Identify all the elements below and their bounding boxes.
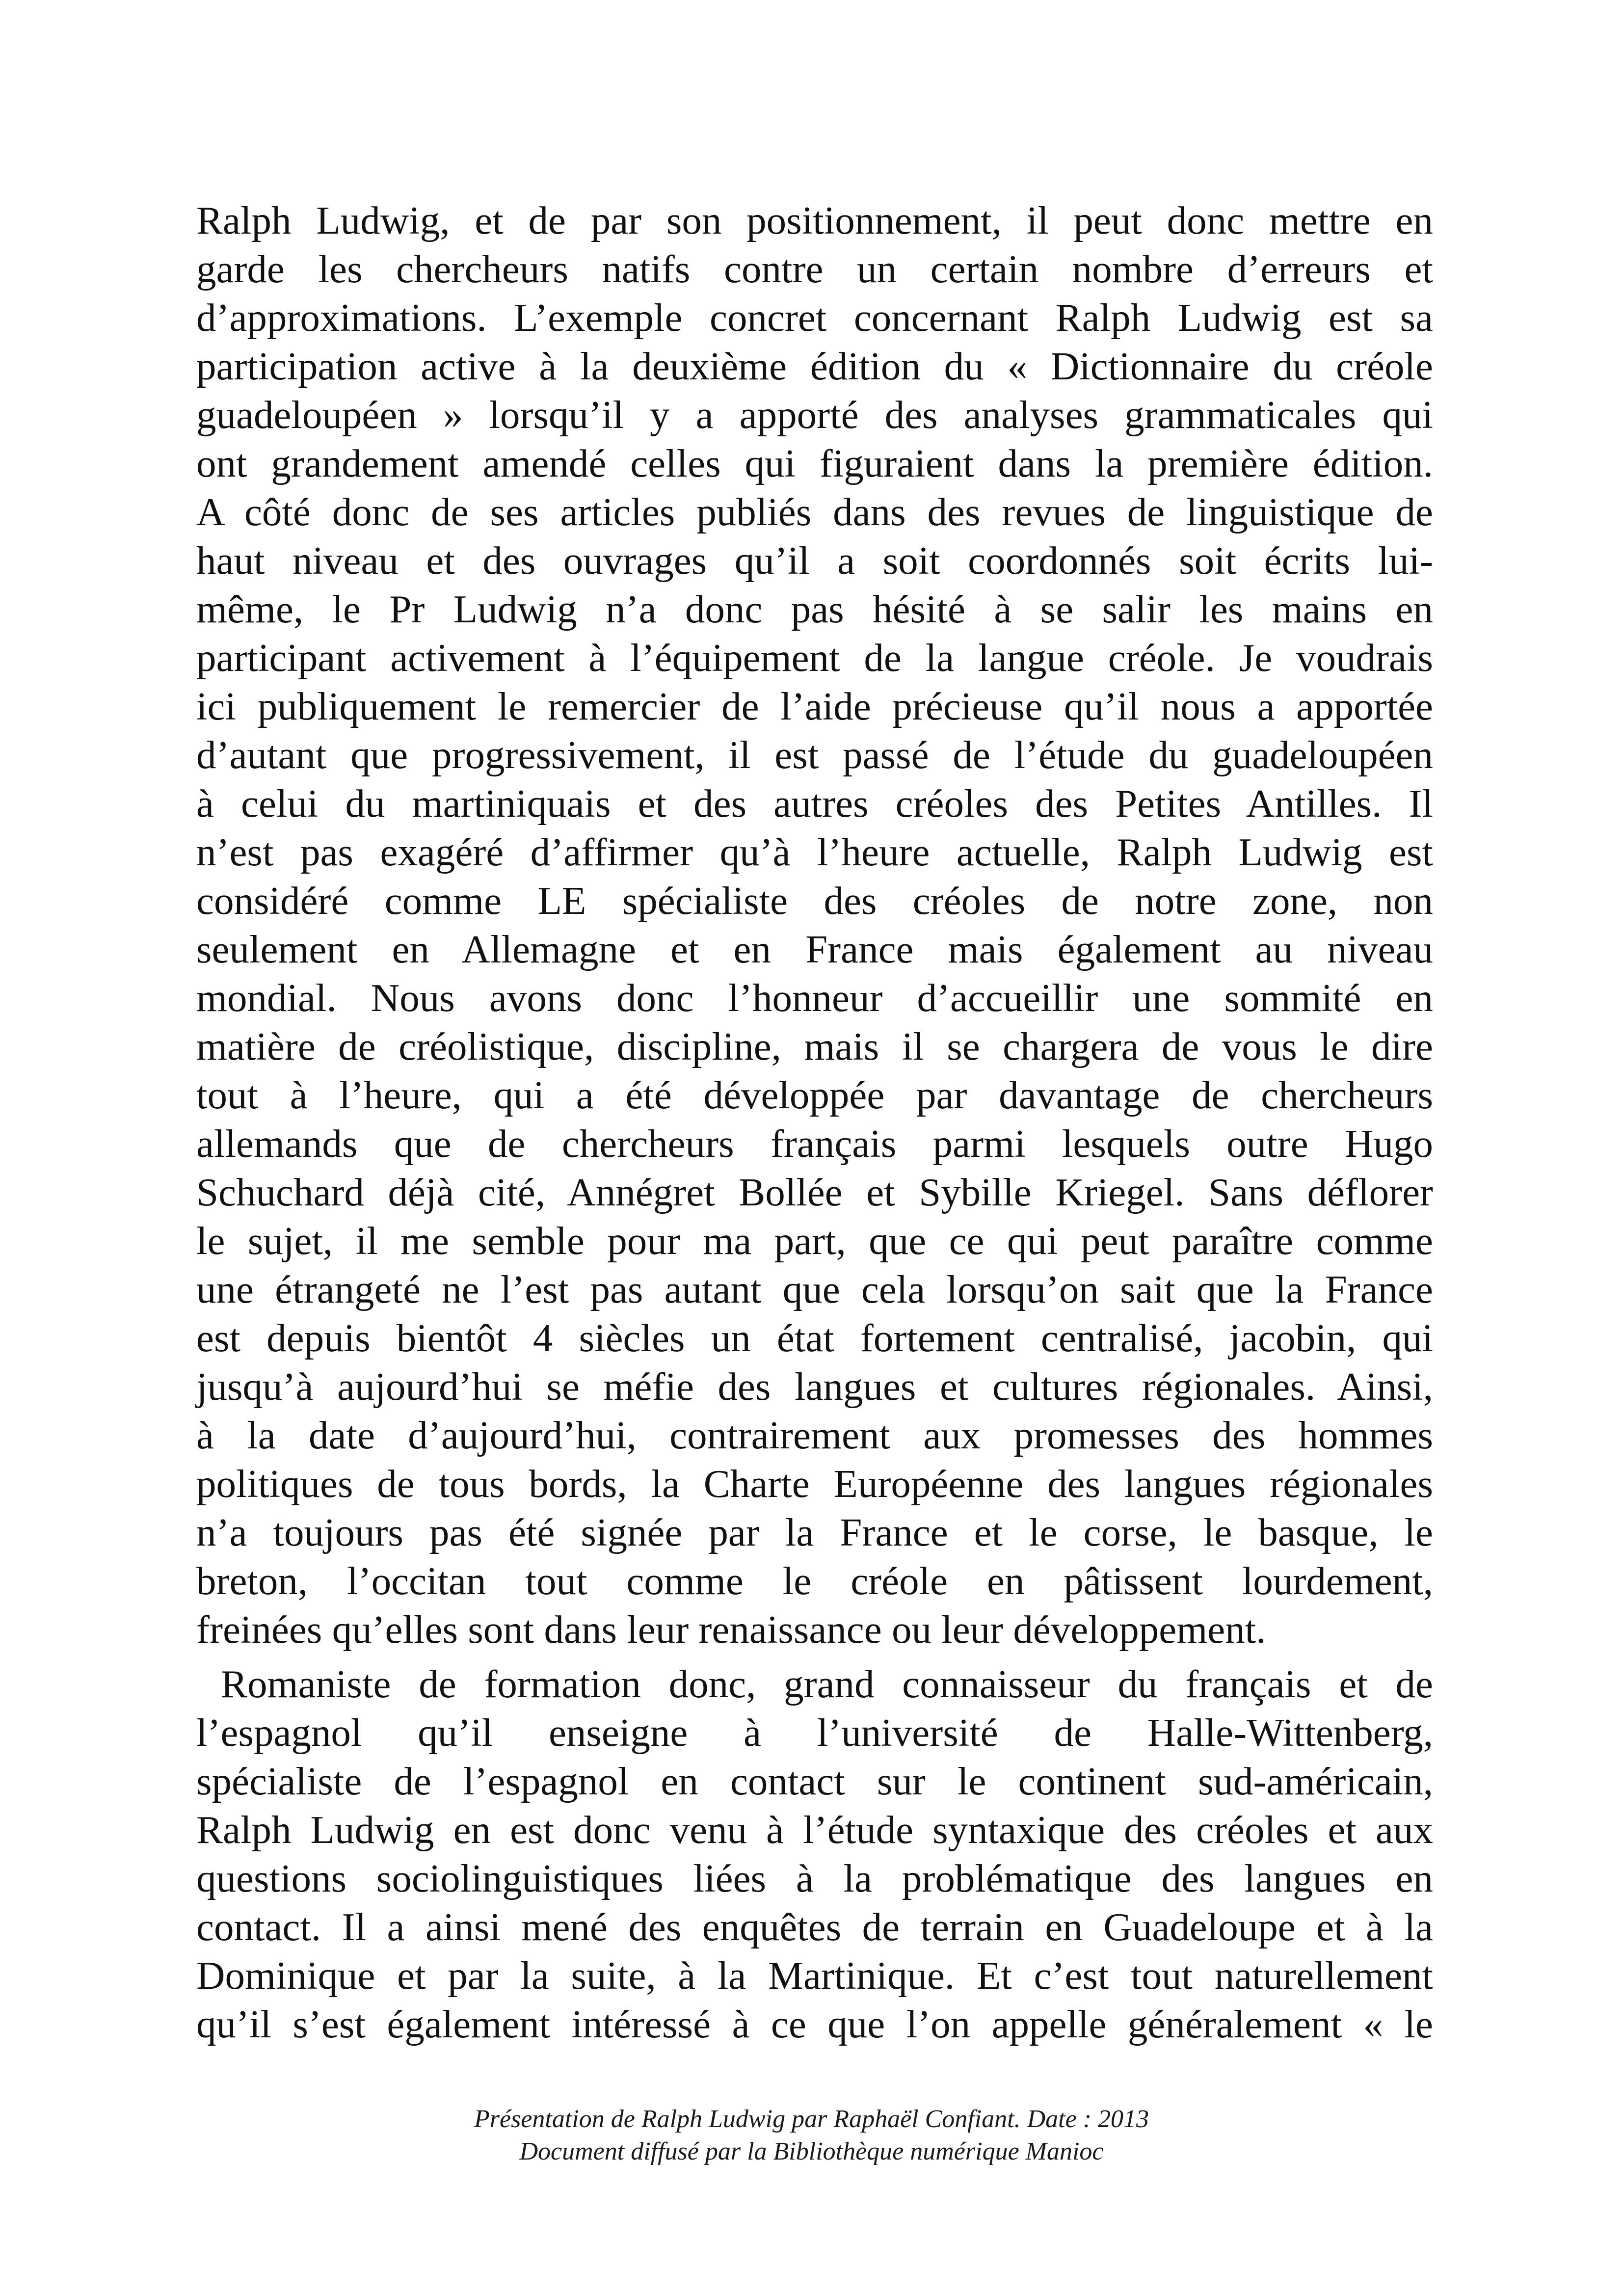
text-line: jusqu’à aujourd’hui se méfie des langues et cultures régionales. Ainsi, <box>196 1364 1433 1409</box>
text-line: garde les chercheurs natifs contre un certain nombre d’erreurs et <box>196 247 1433 291</box>
text-line: freinées qu’elles sont dans leur renaissance ou leur développement. <box>196 1607 1266 1652</box>
text-line: d’approximations. L’exemple concret concernant Ralph Ludwig est sa <box>196 295 1433 340</box>
text-line: spécialiste de l’espagnol en contact sur le continent sud-américain, <box>196 1759 1433 1803</box>
text-line: Romaniste de formation donc, grand connaisseur du français et de <box>221 1662 1433 1706</box>
text-line: contact. Il a ainsi mené des enquêtes de terrain en Guadeloupe et à la <box>196 1905 1433 1949</box>
footer-line-presentation: Présentation de Ralph Ludwig par Raphaël Confiant. Date : 2013 <box>474 2105 1149 2133</box>
page-footer <box>0 2103 1623 2168</box>
text-line: mondial. Nous avons donc l’honneur d’accueillir une sommité en <box>196 976 1433 1020</box>
text-line: Dominique et par la suite, à la Martinique. Et c’est tout naturellement <box>196 1953 1433 1998</box>
body-text <box>196 196 1433 2049</box>
text-line: ici publiquement le remercier de l’aide précieuse qu’il nous a apportée <box>196 684 1433 728</box>
text-line: Schuchard déjà cité, Annégret Bollée et Sybille Kriegel. Sans déflorer <box>196 1170 1433 1214</box>
text-line: n’a toujours pas été signée par la France et le corse, le basque, le <box>196 1510 1433 1554</box>
text-line: qu’il s’est également intéressé à ce que l’on appelle généralement « le <box>196 2002 1433 2046</box>
text-line: ont grandement amendé celles qui figuraient dans la première édition. <box>196 441 1433 485</box>
paragraph-gap <box>196 1654 1433 1660</box>
text-line: haut niveau et des ouvrages qu’il a soit coordonnés soit écrits lui- <box>196 538 1433 583</box>
text-line: tout à l’heure, qui a été développée par davantage de chercheurs <box>196 1073 1433 1117</box>
text-line: considéré comme LE spécialiste des créoles de notre zone, non <box>196 879 1433 923</box>
text-line: n’est pas exagéré d’affirmer qu’à l’heure actuelle, Ralph Ludwig est <box>196 830 1433 874</box>
text-line: participation active à la deuxième édition du « Dictionnaire du créole <box>196 344 1433 388</box>
text-line: politiques de tous bords, la Charte Européenne des langues régionales <box>196 1462 1433 1506</box>
text-line: questions sociolinguistiques liées à la problématique des langues en <box>196 1856 1433 1900</box>
text-line: à celui du martiniquais et des autres créoles des Petites Antilles. Il <box>196 781 1433 826</box>
text-line: matière de créolistique, discipline, mais il se chargera de vous le dire <box>196 1024 1433 1068</box>
text-line: Ralph Ludwig en est donc venu à l’étude syntaxique des créoles et aux <box>196 1808 1433 1852</box>
text-line: breton, l’occitan tout comme le créole en pâtissent lourdement, <box>196 1559 1433 1603</box>
footer-line-library: Document diffusé par la Bibliothèque numérique Manioc <box>519 2137 1104 2165</box>
text-line: est depuis bientôt 4 siècles un état fortement centralisé, jacobin, qui <box>196 1316 1433 1360</box>
text-line: Ralph Ludwig, et de par son positionnement, il peut donc mettre en <box>196 198 1433 242</box>
text-line: allemands que de chercheurs français parmi lesquels outre Hugo <box>196 1121 1433 1166</box>
text-line: A côté donc de ses articles publiés dans des revues de linguistique de <box>196 490 1433 534</box>
text-line: l’espagnol qu’il enseigne à l’université de Halle-Wittenberg, <box>196 1710 1433 1755</box>
text-line: à la date d’aujourd’hui, contrairement aux promesses des hommes <box>196 1413 1433 1457</box>
text-line: le sujet, il me semble pour ma part, que ce qui peut paraître comme <box>196 1219 1433 1263</box>
text-line: guadeloupéen » lorsqu’il y a apporté des analyses grammaticales qui <box>196 393 1433 437</box>
text-line: d’autant que progressivement, il est passé de l’étude du guadeloupéen <box>196 733 1433 777</box>
text-line: même, le Pr Ludwig n’a donc pas hésité à se salir les mains en <box>196 587 1433 631</box>
text-line: participant activement à l’équipement de la langue créole. Je voudrais <box>196 636 1433 680</box>
text-line: seulement en Allemagne et en France mais également au niveau <box>196 927 1433 971</box>
text-line: une étrangeté ne l’est pas autant que cela lorsqu’on sait que la France <box>196 1267 1433 1311</box>
